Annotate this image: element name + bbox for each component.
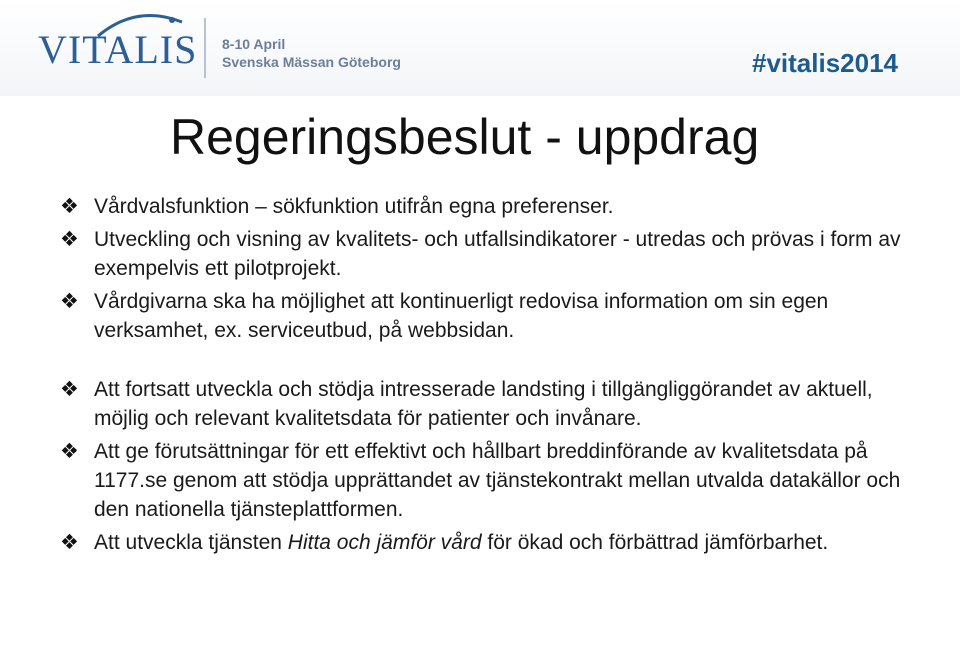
- hashtag: #vitalis2014: [751, 48, 898, 78]
- four-diamond-bullet-icon: ❖: [60, 531, 79, 554]
- bullet-text-end: för ökad och förbättrad jämförbarhet.: [481, 531, 829, 554]
- slide-title: Regeringsbeslut - uppdrag: [170, 109, 760, 165]
- bullet-item: [60, 225, 920, 283]
- bullet-text-start: Att utveckla tjänsten: [94, 531, 288, 554]
- bullet-text: Utveckling och visning av kvalitets- och utfallsindikatorer - utredas och prövas i form av exempelvis ett pilotprojekt.: [94, 228, 901, 280]
- bullet-list: [60, 192, 920, 557]
- bullet-text: Att ge förutsättningar för ett effektivt och hållbart breddinförande av kvalitetsdata på 1177.se genom att stödja upprättandet av tjänstekontrakt mellan utvalda datakällor och den nationella tjänsteplattformen.: [94, 440, 901, 521]
- four-diamond-bullet-icon: ❖: [60, 228, 79, 251]
- bullet-item: [60, 375, 920, 433]
- service-name: Hitta och jämför vård: [287, 531, 482, 554]
- four-diamond-bullet-icon: ❖: [60, 195, 79, 218]
- event-date: 8-10 April: [222, 36, 286, 52]
- four-diamond-bullet-icon: ❖: [60, 440, 79, 463]
- bullet-text: Att fortsatt utveckla och stödja intresserade landsting i tillgängliggörandet av aktuell, möjlig och relevant kvalitetsdata för patienter och invånare.: [94, 378, 873, 430]
- bullet-text: Vårdgivarna ska ha möjlighet att kontinuerligt redovisa information om sin egen verksamhet, ex. serviceutbud, på webbsidan.: [94, 290, 829, 342]
- vitalis-logo: VITALIS: [38, 27, 198, 72]
- slide-header: [0, 0, 960, 96]
- bullet-item: [60, 528, 920, 557]
- header-divider: [204, 18, 206, 78]
- bullet-item: [60, 437, 920, 524]
- bullet-item: [60, 192, 920, 221]
- four-diamond-bullet-icon: ❖: [60, 290, 79, 313]
- bullet-text: Vårdvalsfunktion – sökfunktion utifrån egna preferenser.: [94, 195, 614, 218]
- bullet-item: [60, 287, 920, 345]
- four-diamond-bullet-icon: ❖: [60, 378, 79, 401]
- event-venue: Svenska Mässan Göteborg: [222, 54, 401, 70]
